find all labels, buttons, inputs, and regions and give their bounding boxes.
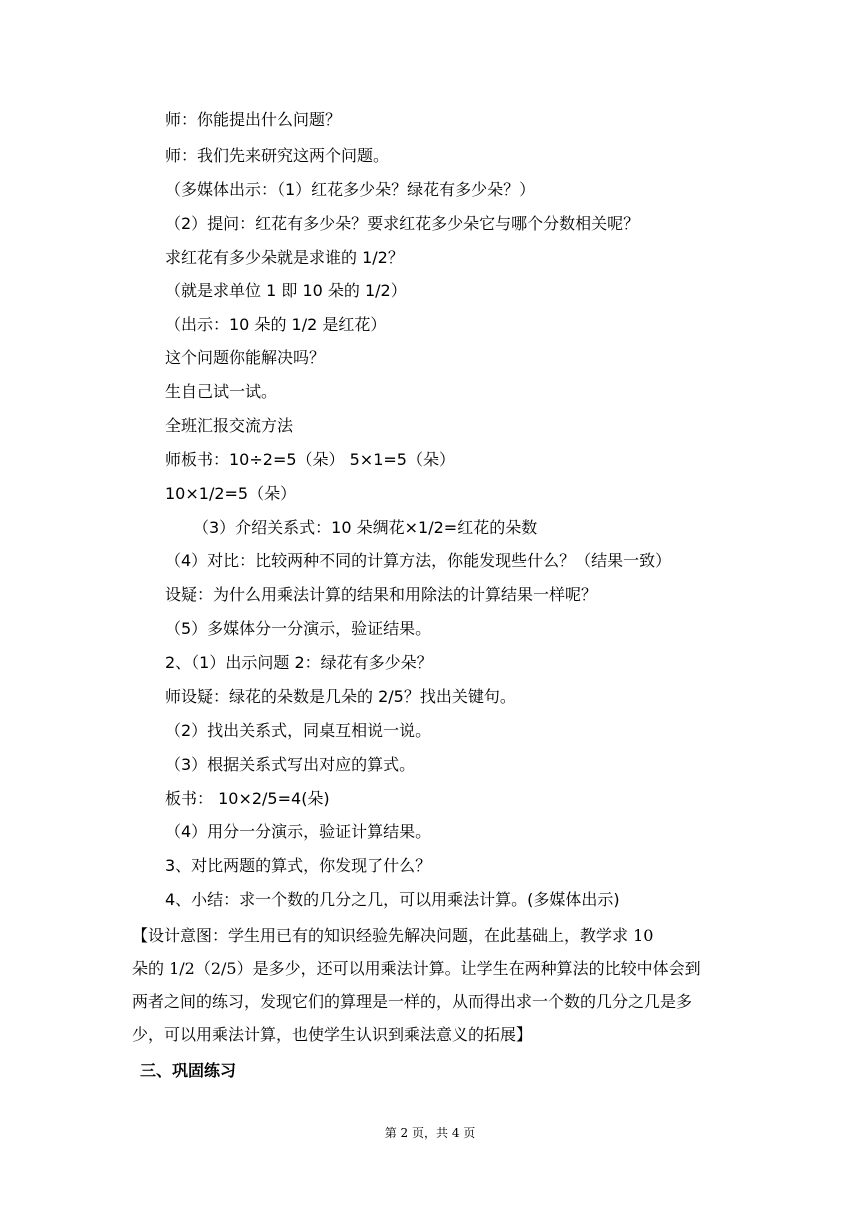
design-intent-line: 两者之间的练习，发现它们的算理是一样的，从而得出求一个数的几分之几是多 bbox=[132, 992, 693, 1011]
design-intent-line: 少，可以用乘法计算，也使学生认识到乘法意义的拓展】 bbox=[132, 1025, 533, 1044]
text-line: （2）提问：红花有多少朵？要求红花多少朵它与哪个分数相关呢？ bbox=[165, 214, 640, 233]
text-line: （5）多媒体分一分演示，验证结果。 bbox=[165, 619, 432, 638]
design-intent-line: 朵的 1/2（2/5）是多少，还可以用乘法计算。让学生在两种算法的比较中体会到 bbox=[132, 959, 701, 978]
text-line: 这个问题你能解决吗？ bbox=[165, 348, 326, 367]
text-line: 师设疑：绿花的朵数是几朵的 2/5？找出关键句。 bbox=[165, 687, 516, 706]
text-line: （就是求单位 1 即 10 朵的 1/2） bbox=[165, 281, 407, 300]
text-line: 10×1/2=5（朵） bbox=[165, 484, 297, 503]
text-line: （多媒体出示：（1）红花多少朵？绿花有多少朵？） bbox=[165, 180, 536, 199]
text-line: 2、（1）出示问题 2：绿花有多少朵？ bbox=[165, 653, 433, 672]
text-line: （4）用分一分演示，验证计算结果。 bbox=[165, 822, 432, 841]
text-line: （3）根据关系式写出对应的算式。 bbox=[165, 755, 416, 774]
design-intent-paragraph bbox=[132, 919, 730, 1051]
text-line: 4、小结：求一个数的几分之几，可以用乘法计算。(多媒体出示) bbox=[165, 890, 620, 909]
text-line: 生自己试一试。 bbox=[165, 382, 278, 401]
text-line: 师：我们先来研究这两个问题。 bbox=[165, 146, 390, 165]
text-line: 全班汇报交流方法 bbox=[165, 416, 294, 435]
text-line: 设疑：为什么用乘法计算的结果和用除法的计算结果一样呢？ bbox=[165, 585, 598, 604]
text-line: 板书： 10×2/5=4(朵) bbox=[165, 789, 330, 808]
text-line: （2）找出关系式，同桌互相说一说。 bbox=[165, 721, 432, 740]
design-intent-line: 【设计意图：学生用已有的知识经验先解决问题，在此基础上，教学求 10 bbox=[132, 926, 654, 945]
text-line: 3、对比两题的算式，你发现了什么？ bbox=[165, 856, 432, 875]
text-line: （4）对比：比较两种不同的计算方法，你能发现些什么？（结果一致） bbox=[165, 551, 672, 570]
text-line: 师板书：10÷2=5（朵） 5×1=5（朵） bbox=[165, 450, 455, 469]
text-line: （出示：10 朵的 1/2 是红花） bbox=[165, 315, 387, 334]
text-line: 求红花有多少朵就是求谁的 1/2？ bbox=[165, 248, 404, 267]
section-heading: 三、巩固练习 bbox=[140, 1061, 237, 1080]
text-line: 师：你能提出什么问题？ bbox=[165, 110, 342, 129]
page-footer: 第 2 页，共 4 页 bbox=[384, 1126, 476, 1140]
text-line: （3）介绍关系式：10 朵绸花×1/2=红花的朵数 bbox=[193, 518, 538, 537]
